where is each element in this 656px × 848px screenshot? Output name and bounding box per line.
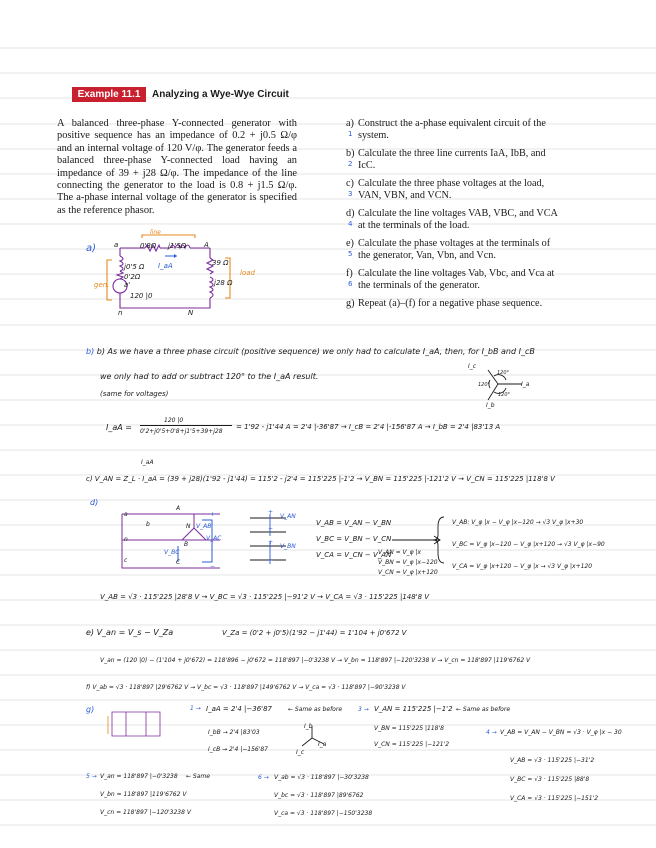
e-line1-a: e) V_an = V_s − V_Za [86, 628, 174, 637]
part-e: e) 5 Calculate the phase voltages at the terminals of the generator, Van, Vbn, and Vcn. [346, 238, 551, 261]
load-reactance: j28 Ω [214, 279, 233, 287]
g-step4: 4 → [486, 729, 497, 736]
g-VBC: V_BC = √3 · 115'225 |88'8 [510, 776, 590, 783]
g-step5: 5 → [86, 773, 97, 780]
d-side-vbn: V_BN [280, 543, 296, 550]
note-a-label: a) [86, 243, 97, 254]
d-side-van: V_AN [280, 513, 296, 520]
g-Vbc: V_bc = √3 · 118'897 |89'6762 [274, 792, 364, 799]
g-label: g) [86, 705, 95, 714]
b-line1: b) b) As we have a three phase circuit (positive sequence) we only had to calculate I_aA, then, for I_bB and I_cB [86, 347, 535, 356]
d-plus: + [210, 511, 216, 518]
d-side-plus1: + [268, 509, 274, 516]
g-Vab: V_ab = √3 · 118'897 |−30'3238 [274, 774, 369, 781]
phasor-angle-1: 120° [497, 370, 510, 376]
g-step1: 1 → [190, 705, 201, 712]
b-eq-lhs: I_aA = [106, 423, 132, 432]
d-right-3: V_CA = V_φ |x+120 − V_φ |x → √3 V_φ |x+120 [452, 563, 593, 570]
d-right-2: V_BC = V_φ |x−120 − V_φ |x+120 → √3 V_φ |x−90 [452, 541, 605, 548]
g-ph-Ia: I_a [318, 741, 327, 748]
example-title: Analyzing a Wye-Wye Circuit [152, 89, 289, 100]
g-VAB: V_AB = √3 · 115'225 |−31'2 [510, 757, 595, 764]
e-line1-b: V_Za = (0'2 + j0'5)(1'92 − j1'44) = 1'104 + j0'672 V [222, 629, 407, 637]
part-g: g) Repeat (a)–(f) for a negative phase sequence. [346, 298, 543, 309]
d-vab: V_AB [196, 523, 212, 530]
node-A: A [204, 241, 209, 249]
d-node-C: C [176, 559, 181, 566]
g-VAB-eq: V_AB = V_AN − V_BN = √3 · V_φ |x − 30 [500, 729, 622, 736]
d-node-B: B [184, 541, 189, 548]
gen-resistance: 0'2Ω [124, 273, 141, 281]
g-I2: I_bB → 2'4 |83'03 [208, 729, 260, 736]
d-side-minus1: − [268, 525, 274, 532]
phasor-Ib: I_b [486, 402, 495, 409]
d-node-n: n [124, 536, 128, 543]
current-label: I_aA [158, 262, 173, 270]
d-node-c: c [124, 557, 128, 564]
g-Vca: V_ca = √3 · 118'897 |−150'3238 [274, 810, 373, 817]
b-eq-denominator: 0'2+j0'5+0'8+j1'5+39+j28 [140, 428, 223, 435]
g-same3: ← Same as before [456, 706, 511, 713]
d-right-1: V_AB: V_φ |x − V_φ |x−120 → √3 V_φ |x+30 [452, 519, 584, 526]
g-Van: V_an = 118'897 |−0'3238 [100, 773, 178, 780]
d-node-b: b [146, 521, 150, 528]
d-mid-sub-2: V_BN = V_φ |x−120 [378, 559, 438, 566]
node-a: a [114, 241, 119, 249]
load-tag: load [240, 269, 255, 277]
g-mini-circuit [104, 706, 166, 740]
g-step6: 6 → [258, 774, 269, 781]
example-badge: Example 11.1 [72, 87, 146, 102]
d-vbc: V_BC [164, 549, 180, 556]
line-resistance: 0'8Ω [140, 242, 157, 250]
d-side-plus2: + [268, 539, 274, 546]
part-c: c) 3 Calculate the three phase voltages at the load, VAN, VBN, and VCN. [346, 178, 545, 201]
g-VCN: V_CN = 115'225 |−121'2 [374, 741, 450, 748]
phasor-Ic: I_c [468, 363, 477, 370]
d-mid-sub-3: V_CN = V_φ |x+120 [378, 569, 438, 576]
f-line: f) V_ab = √3 · 118'897 |29'6762 V → V_bc = √3 · 118'897 |149'6762 V → V_ca = √3 · 118'897 |−90'3238 V [86, 684, 406, 691]
c-over: I_aA [141, 459, 154, 466]
g-V1: V_AN = 115'225 |−1'2 [374, 705, 453, 713]
part-d: d) 4 Calculate the line voltages VAB, VBC, and VCA at the terminals of the load. [346, 208, 558, 231]
load-resistance: 39 Ω [212, 259, 229, 267]
part-a: a) 1 Construct the a-phase equivalent circuit of the system. [346, 118, 546, 141]
c-equation: c) V_AN = Z_L · I_aA = (39 + j28)(1'92 - j1'44) = 115'2 - j2'4 = 115'225 |-1'2 → V_BN = 115'225 |-121'2 V → V_CN = 115'225 |118'8 V [86, 475, 555, 483]
g-step3: 3 → [358, 706, 369, 713]
g-I1: I_aA = 2'4 |−36'87 [206, 705, 272, 713]
line-reactance: j1'5Ω [168, 242, 187, 250]
g-same1: ← Same as before [288, 706, 343, 713]
problem-statement: A balanced three-phase Y-connected generator with positive sequence has an impedance of 0.2 + j0.5 Ω/φ and an internal voltage of 120 V/φ. The generator feeds a balanced three-phase Y-connected load having an impedance of 39 + j28 Ω/φ. The impedance of the line connecting the generator to the load is 0.8 + j1.5 Ω/φ. The a-phase internal voltage of the generator is specified as the reference phasor. [57, 118, 297, 216]
d-mid-sub-1: V_AN = V_φ |x [378, 549, 422, 556]
d-mid-2: V_BC = V_BN − V_CN [316, 535, 392, 543]
b-line3: (same for voltages) [100, 390, 169, 398]
d-label: d) [90, 498, 99, 507]
b-eq-result: = 1'92 - j1'44 A = 2'4 |-36'87 → I_cB = 2'4 |-156'87 A → I_bB = 2'4 |83'13 A [236, 423, 501, 431]
d-node-A: A [176, 505, 181, 512]
phasor-angle-3: 120° [498, 392, 511, 398]
d-node-N: N [186, 523, 191, 530]
g-same5: ← Same [186, 773, 210, 780]
gen-reactance: j0'5 Ω [124, 263, 145, 271]
g-ph-Ic: I_c [296, 749, 305, 756]
g-Vcn: V_cn = 118'897 |−120'3238 V [100, 809, 191, 816]
gen-node-a-prime: a' [124, 281, 131, 289]
d-minus: − [210, 563, 216, 570]
g-ph-Ib: I_b [304, 723, 313, 730]
g-Vbn: V_bn = 118'897 |119'6762 V [100, 791, 187, 798]
e-line2: V_an = (120 |0) − (1'104 + j0'672) = 118'896 − j0'672 = 118'897 |−0'3238 V → V_bn = 118'897 |−120'3238 V → V_cn = 118'897 |119'6762 V [100, 657, 531, 664]
phasor-Ia: I_a [521, 381, 530, 388]
line-tag: line [150, 229, 161, 236]
part-b: b) 2 Calculate the three line currents IaA, IbB, and IcC. [346, 148, 546, 171]
d-mid-3: V_CA = V_CN − V_AN [316, 551, 392, 559]
b-eq-numerator: 120 |0 [164, 417, 184, 424]
g-I3: I_cB → 2'4 |−156'87 [208, 746, 269, 753]
g-VCA: V_CA = √3 · 115'225 |−151'2 [510, 795, 599, 802]
d-mid-1: V_AB = V_AN − V_BN [316, 519, 392, 527]
part-f: f) 6 Calculate the line voltages Vab, Vbc, and Vca at the terminals of the generator. [346, 268, 555, 291]
parts-list [346, 118, 558, 316]
d-results: V_AB = √3 · 115'225 |28'8 V → V_BC = √3 · 115'225 |−91'2 V → V_CA = √3 · 115'225 |148'8 V [100, 593, 430, 601]
g-VBN: V_BN = 115'225 |118'8 [374, 725, 444, 732]
node-N: N [188, 309, 194, 317]
d-vac: V_AC [206, 535, 222, 542]
fraction-bar [140, 425, 232, 426]
d-side-minus2: − [268, 557, 274, 564]
source-voltage: 120 |0 [130, 292, 153, 300]
gen-tag: gen. [94, 281, 110, 289]
node-n: n [118, 309, 123, 317]
b-line2: we only had to add or subtract 120° to the I_aA result. [100, 372, 319, 381]
d-node-a: a [124, 511, 128, 518]
phasor-angle-2: 120° [478, 382, 491, 388]
